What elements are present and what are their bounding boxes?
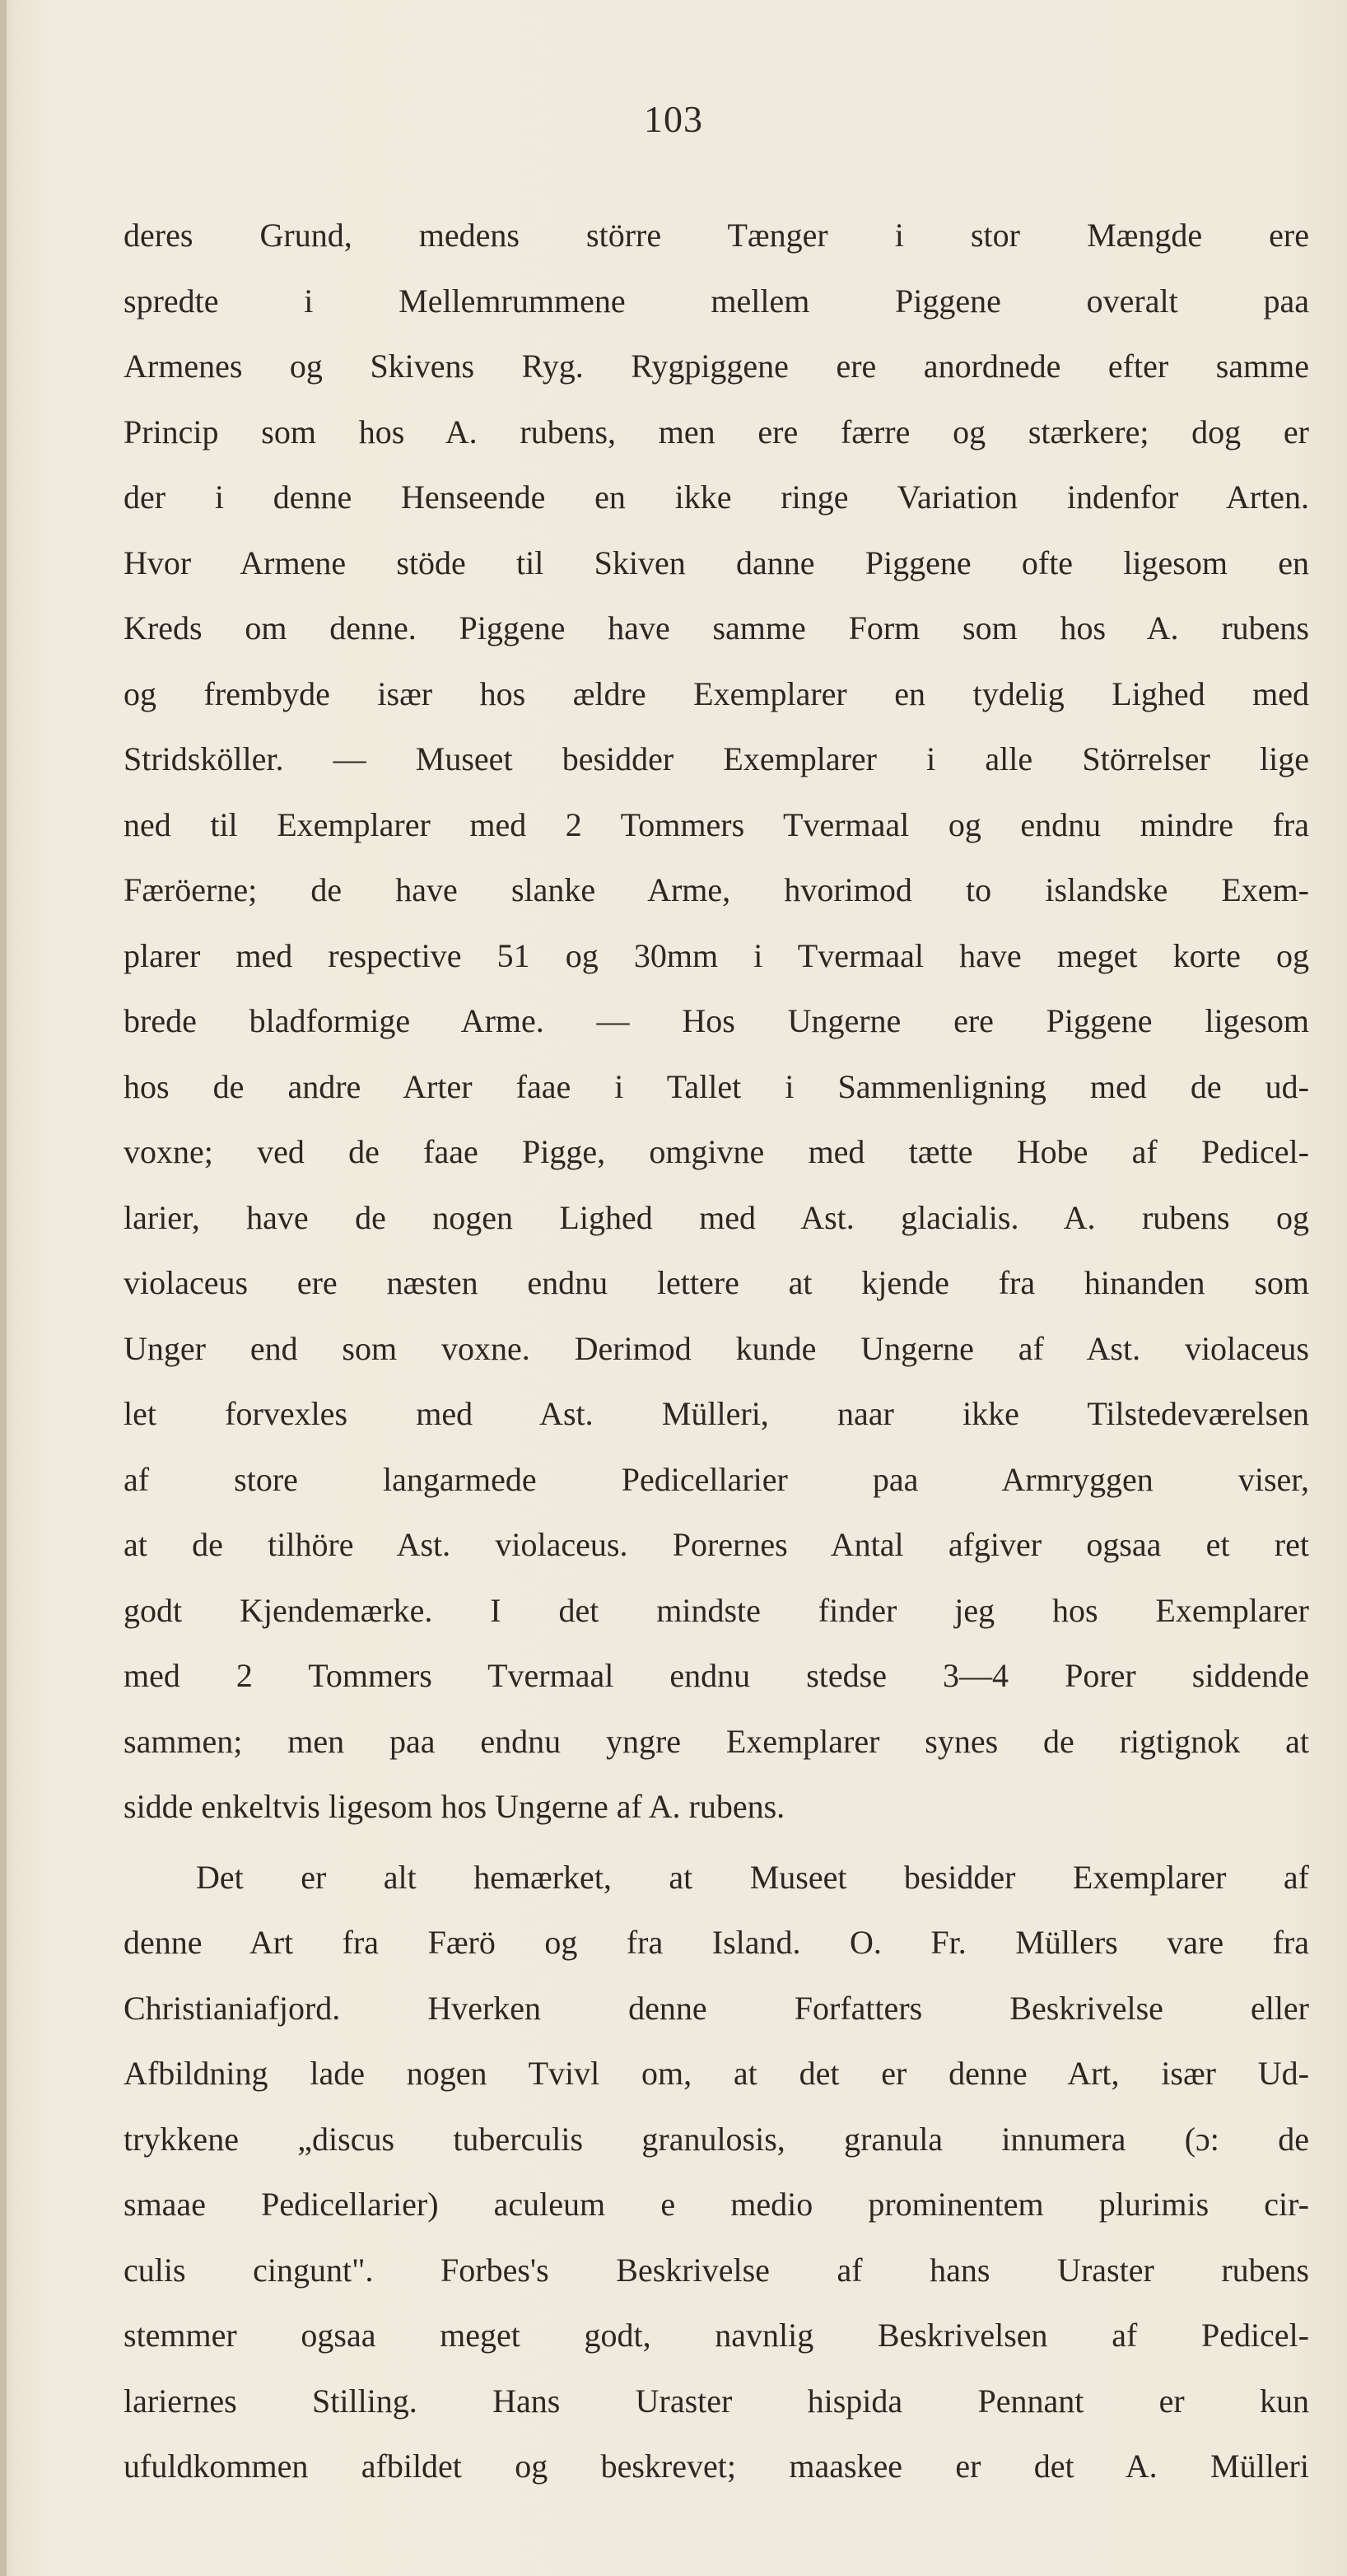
text-line: Hvor Armene stöde til Skiven danne Piggene ofte ligesom en bbox=[124, 544, 1309, 581]
text-line: Armenes og Skivens Ryg. Rygpiggene ere anordnede efter samme bbox=[124, 348, 1309, 385]
body-text bbox=[124, 203, 1309, 2499]
paragraph-1 bbox=[124, 203, 1309, 1840]
text-line: Princip som hos A. rubens, men ere færre og stærkere; dog er bbox=[124, 413, 1309, 450]
page-number: 103 bbox=[644, 98, 703, 140]
text-line: og frembyde især hos ældre Exemplarer en tydelig Lighed med bbox=[124, 674, 1309, 712]
text-line: Afbildning lade nogen Tvivl om, at det er denne Art, især Ud- bbox=[124, 2055, 1309, 2092]
text-line: trykkene „discus tuberculis granulosis, granula innumera (ɔ: de bbox=[124, 2120, 1309, 2158]
text-line: stemmer ogsaa meget godt, navnlig Beskrivelsen af Pedicel- bbox=[124, 2317, 1309, 2354]
text-line: godt Kjendemærke. I det mindste finder jeg hos Exemplarer bbox=[124, 1591, 1309, 1629]
text-line: Det er alt hemærket, at Museet besidder Exemplarer af bbox=[196, 1858, 1309, 1896]
text-line: ufuldkommen afbildet og beskrevet; maaskee er det A. Mülleri bbox=[124, 2448, 1309, 2485]
text-line: af store langarmede Pedicellarier paa Armryggen viser, bbox=[124, 1460, 1309, 1498]
page-binding-edge bbox=[0, 0, 7, 2576]
text-line: voxne; ved de faae Pigge, omgivne med tætte Hobe af Pedicel- bbox=[124, 1133, 1309, 1170]
text-line: violaceus ere næsten endnu lettere at kjende fra hinanden som bbox=[124, 1264, 1309, 1301]
text-line: plarer med respective 51 og 30mm i Tvermaal have meget korte og bbox=[124, 936, 1309, 974]
text-line: Stridsköller. — Museet besidder Exemplarer i alle Störrelser lige bbox=[124, 740, 1309, 777]
text-line: at de tilhöre Ast. violaceus. Porernes Antal afgiver ogsaa et ret bbox=[124, 1526, 1309, 1563]
text-line: sammen; men paa endnu yngre Exemplarer synes de rigtignok at bbox=[124, 1722, 1309, 1760]
text-line: lariernes Stilling. Hans Uraster hispida Pennant er kun bbox=[124, 2382, 1309, 2420]
text-line: smaae Pedicellarier) aculeum e medio prominentem plurimis cir- bbox=[124, 2186, 1309, 2223]
text-line: Christianiafjord. Hverken denne Forfatters Beskrivelse eller bbox=[124, 1989, 1309, 2027]
text-line: Kreds om denne. Piggene have samme Form som hos A. rubens bbox=[124, 609, 1309, 646]
text-line: spredte i Mellemrummene mellem Piggene overalt paa bbox=[124, 282, 1309, 320]
text-line: med 2 Tommers Tvermaal endnu stedse 3—4 Porer siddende bbox=[124, 1657, 1309, 1694]
text-line: brede bladformige Arme. — Hos Ungerne ere Piggene ligesom bbox=[124, 1002, 1309, 1039]
text-line: deres Grund, medens större Tænger i stor Mængde ere bbox=[124, 217, 1309, 254]
text-line: larier, have de nogen Lighed med Ast. glacialis. A. rubens og bbox=[124, 1198, 1309, 1236]
text-line: ned til Exemplarer med 2 Tommers Tvermaal og endnu mindre fra bbox=[124, 805, 1309, 843]
text-line: der i denne Henseende en ikke ringe Variation indenfor Arten. bbox=[124, 478, 1309, 516]
text-line: hos de andre Arter faae i Tallet i Sammenligning med de ud- bbox=[124, 1067, 1309, 1105]
text-line: Færöerne; de have slanke Arme, hvorimod to islandske Exem- bbox=[124, 871, 1309, 908]
text-line: culis cingunt". Forbes's Beskrivelse af hans Uraster rubens bbox=[124, 2251, 1309, 2289]
text-line: denne Art fra Færö og fra Island. O. Fr. Müllers vare fra bbox=[124, 1924, 1309, 1961]
text-line: sidde enkeltvis ligesom hos Ungerne af A. rubens. bbox=[124, 1788, 785, 1825]
paragraph-2 bbox=[124, 1845, 1309, 2499]
text-line: Unger end som voxne. Derimod kunde Ungerne af Ast. violaceus bbox=[124, 1329, 1309, 1367]
text-line: let forvexles med Ast. Mülleri, naar ikke Tilstedeværelsen bbox=[124, 1395, 1309, 1432]
